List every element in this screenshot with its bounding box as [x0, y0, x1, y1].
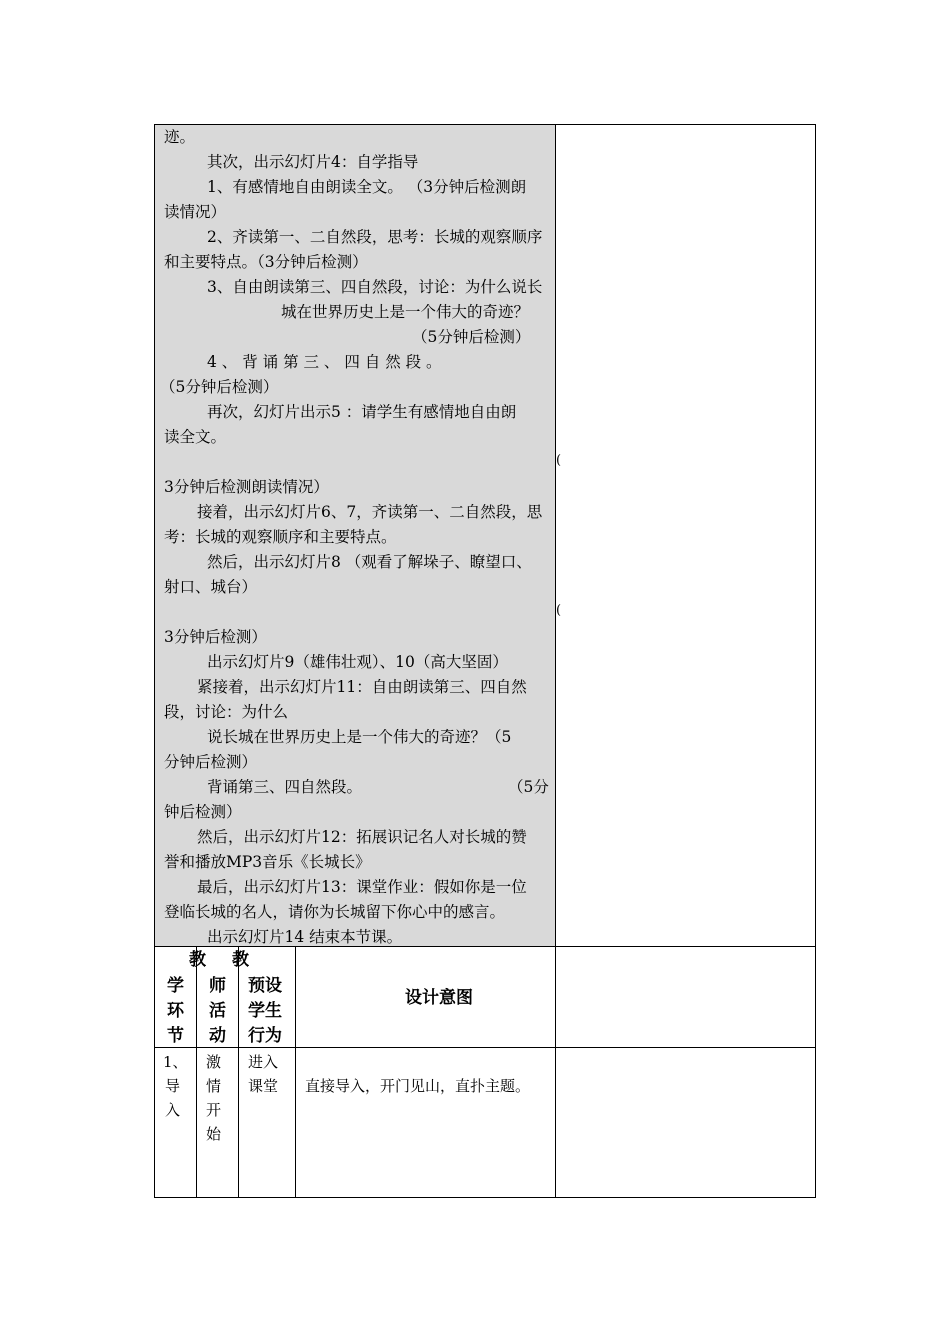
text-line: 出示幻灯片14 结束本节课。: [207, 928, 403, 946]
text-line: 背诵第三、四自然段。: [207, 778, 363, 796]
text-line: 钟后检测）: [164, 803, 242, 821]
upper-right-cell: [555, 124, 816, 947]
header-teacher-char: 师: [209, 976, 226, 996]
header-student-line: 预设: [248, 976, 282, 996]
text-line: 读情况）: [164, 203, 227, 221]
text-line: 3、自由朗读第三、四自然段，讨论：为什么说长: [207, 278, 543, 296]
text-line: 然后，出示幻灯片12：拓展识记名人对长城的赞: [197, 828, 527, 846]
row1-stage-char: 导: [165, 1077, 181, 1095]
text-line: 城在世界历史上是一个伟大的奇迹？: [281, 303, 530, 321]
row1-teacher-char: 开: [206, 1101, 222, 1119]
text-line: 其次，出示幻灯片4：自学指导: [207, 153, 419, 171]
row1-student-line: 进入: [248, 1053, 279, 1071]
text-line: 考：长城的观察顺序和主要特点。: [164, 528, 397, 546]
row1-stage-char: 1、: [163, 1053, 188, 1071]
right-paren-mark: (: [556, 603, 562, 618]
header-teacher-char: 动: [209, 1026, 226, 1046]
row1-cell-intent: [295, 1047, 556, 1198]
header-top-mark: 教: [189, 950, 206, 970]
text-line: （5分钟后检测）: [412, 328, 531, 346]
text-line: 4 、 背 诵 第 三 、 四 自 然 段 。: [207, 353, 442, 371]
text-line: 分钟后检测）: [164, 753, 258, 771]
text-line: 和主要特点。（3分钟后检测）: [164, 253, 368, 271]
header-stage-char: 学: [167, 976, 184, 996]
text-line: 说长城在世界历史上是一个伟大的奇迹？（5: [207, 728, 512, 746]
header-teacher-char: 活: [209, 1001, 226, 1021]
row1-teacher-char: 激: [206, 1053, 222, 1071]
text-line: 3分钟后检测朗读情况）: [164, 478, 329, 496]
text-line: 迹。: [164, 128, 196, 146]
text-line: 再次，幻灯片出示5 ：请学生有感情地自由朗: [207, 403, 517, 421]
header-cell-blank: [555, 946, 816, 1048]
header-stage-char: 环: [167, 1001, 184, 1021]
header-top-mark: 教: [232, 950, 249, 970]
text-line: 2、齐读第一、二自然段，思考：长城的观察顺序: [207, 228, 543, 246]
row1-stage-char: 入: [165, 1101, 181, 1119]
header-student-line: 行为: [248, 1026, 282, 1046]
text-line: 登临长城的名人，请你为长城留下你心中的感言。: [164, 903, 506, 921]
text-line: 段，讨论：为什么: [164, 703, 289, 721]
text-line: 1、有感情地自由朗读全文。 （3分钟后检测朗: [207, 178, 527, 196]
text-line: （5分钟后检测）: [160, 378, 279, 396]
text-line: 读全文。: [164, 428, 227, 446]
header-stage-char: 节: [167, 1026, 184, 1046]
text-line: 然后，出示幻灯片8 （观看了解垛子、瞭望口、: [207, 553, 532, 571]
row1-teacher-char: 情: [206, 1077, 222, 1095]
text-line: 最后，出示幻灯片13：课堂作业：假如你是一位: [197, 878, 527, 896]
row1-teacher-char: 始: [206, 1125, 222, 1143]
row1-intent-text: 直接导入，开门见山，直扑主题。: [305, 1077, 531, 1095]
text-line: 出示幻灯片9（雄伟壮观）、10（高大坚固）: [207, 653, 508, 671]
text-line: 誉和播放MP3音乐《长城长》: [164, 853, 371, 871]
text-line: 3分钟后检测）: [164, 628, 267, 646]
text-line: 紧接着，出示幻灯片11：自由朗读第三、四自然: [197, 678, 527, 696]
header-student-line: 学生: [248, 1001, 282, 1021]
row1-student-line: 课堂: [248, 1077, 279, 1095]
header-intent-title: 设计意图: [405, 988, 473, 1008]
row1-cell-blank: [555, 1047, 816, 1198]
text-line: 接着，出示幻灯片6、7，齐读第一、二自然段，思: [197, 503, 543, 521]
text-line: （5分: [508, 778, 549, 796]
text-line: 射口、城台）: [164, 578, 258, 596]
right-paren-mark: (: [556, 453, 562, 468]
